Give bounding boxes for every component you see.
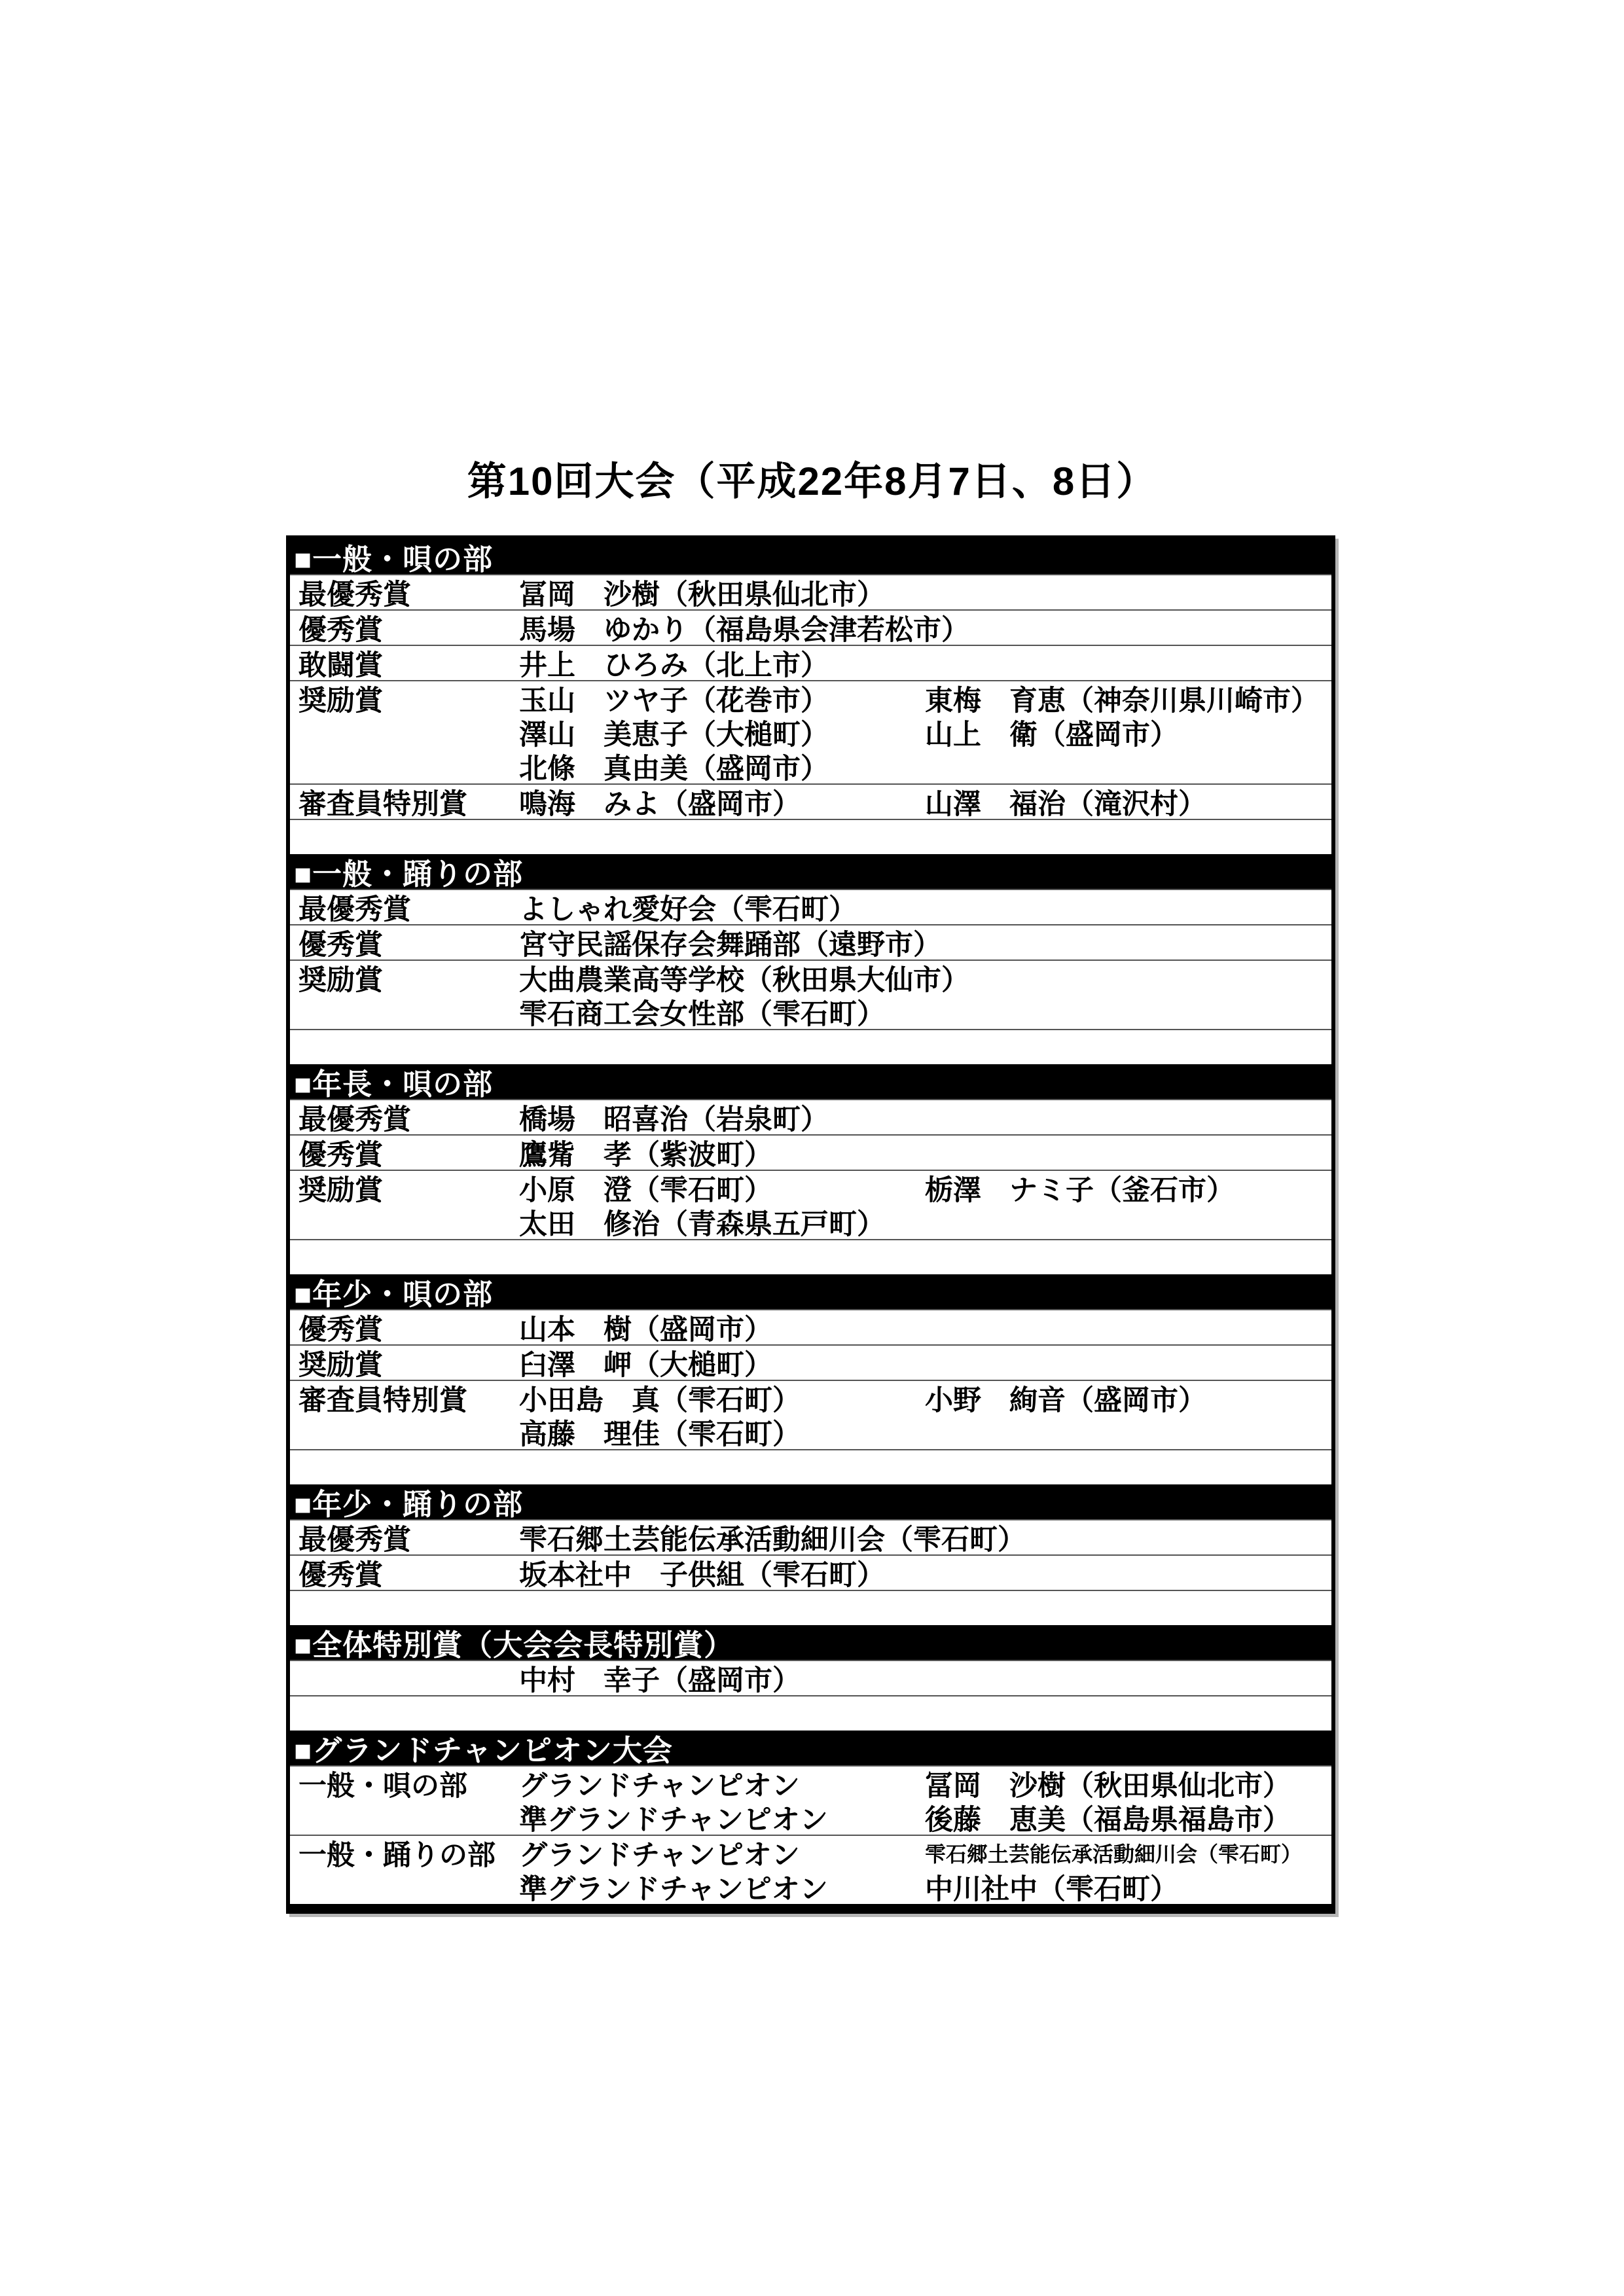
award-row (290, 960, 1331, 1029)
award-label: 優秀賞 (298, 1314, 383, 1346)
winner-primary: 小原 澄（雫石町） (519, 1174, 772, 1206)
award-row (290, 1519, 1331, 1554)
award-label: 一般・唄の部 (298, 1770, 467, 1802)
winner-primary: よしゃれ愛好会（雫石町） (519, 893, 857, 925)
winner-primary: 鳴海 みよ（盛岡市） (519, 788, 801, 820)
award-line (290, 1696, 1331, 1731)
award-line (290, 575, 1331, 609)
award-label: 一般・踊りの部 (298, 1839, 496, 1871)
award-line (290, 1205, 1331, 1239)
winner-primary: 準グランドチャンピオン (519, 1804, 828, 1836)
award-line (290, 1240, 1331, 1274)
award-row (290, 1099, 1331, 1134)
award-row (290, 1380, 1331, 1449)
spacer-row (290, 1590, 1331, 1625)
award-line (290, 681, 1331, 715)
spacer-row (290, 1239, 1331, 1274)
spacer-row (290, 1449, 1331, 1484)
section-5 (290, 1625, 1331, 1731)
award-label: 審査員特別賞 (298, 1384, 467, 1416)
section-header: ■一般・唄の部 (290, 539, 1331, 574)
award-line (290, 646, 1331, 680)
award-label: 優秀賞 (298, 1139, 383, 1171)
results-table (286, 535, 1335, 1914)
award-line (290, 611, 1331, 645)
winner-primary: 馬場 ゆかり（福島県会津若松市） (519, 614, 969, 646)
award-line (290, 1171, 1331, 1205)
winner-secondary: 雫石郷土芸能伝承活動細川会（雫石町） (925, 1842, 1303, 1866)
award-label: 奨励賞 (298, 964, 383, 996)
winner-primary: 鷹觜 孝（紫波町） (519, 1139, 772, 1171)
winner-secondary: 中川社中（雫石町） (925, 1873, 1178, 1905)
award-label: 奨励賞 (298, 1174, 383, 1206)
spacer-row (290, 1029, 1331, 1064)
winner-primary: 玉山 ツヤ子（花巻市） (519, 685, 829, 717)
award-row (290, 1660, 1331, 1695)
winner-primary: 山本 樹（盛岡市） (519, 1314, 772, 1346)
winner-primary: 橋場 昭喜治（岩泉町） (519, 1103, 829, 1136)
award-row (290, 680, 1331, 783)
winner-primary: 中村 幸子（盛岡市） (519, 1664, 801, 1696)
award-line (290, 1450, 1331, 1484)
section-header: ■一般・踊りの部 (290, 854, 1331, 889)
award-line (290, 890, 1331, 924)
spacer-row (290, 1695, 1331, 1731)
award-row (290, 1344, 1331, 1380)
winner-primary: 井上 ひろみ（北上市） (519, 649, 829, 681)
winner-primary: 太田 修治（青森県五戸町） (519, 1208, 885, 1240)
winner-secondary: 冨岡 沙樹（秋田県仙北市） (925, 1770, 1291, 1802)
award-line (290, 1661, 1331, 1695)
award-line (290, 715, 1331, 749)
winner-secondary: 山上 衛（盛岡市） (925, 719, 1178, 751)
winner-secondary: 後藤 恵美（福島県福島市） (925, 1804, 1291, 1836)
award-line (290, 1310, 1331, 1344)
award-line (290, 1801, 1331, 1835)
section-header: ■年長・唄の部 (290, 1064, 1331, 1099)
winner-primary: 小田島 真（雫石町） (519, 1384, 801, 1416)
winner-secondary: 栃澤 ナミ子（釜石市） (925, 1174, 1235, 1206)
section-header: ■年少・踊りの部 (290, 1484, 1331, 1519)
award-row (290, 645, 1331, 680)
award-label: 優秀賞 (298, 1559, 383, 1591)
award-line (290, 1346, 1331, 1380)
section-1 (290, 854, 1331, 1064)
award-row (290, 1554, 1331, 1590)
award-line (290, 1767, 1331, 1801)
award-row (290, 783, 1331, 819)
award-row (290, 574, 1331, 609)
winner-primary: 宮守民謡保存会舞踊部（遠野市） (519, 929, 941, 961)
section-header: ■年少・唄の部 (290, 1274, 1331, 1309)
award-row (290, 1835, 1331, 1904)
award-line (290, 1136, 1331, 1170)
section-3 (290, 1274, 1331, 1484)
winner-primary: 準グランドチャンピオン (519, 1873, 828, 1905)
award-line (290, 1030, 1331, 1064)
award-label: 奨励賞 (298, 1349, 383, 1381)
award-line (290, 1100, 1331, 1134)
award-line (290, 785, 1331, 819)
award-row (290, 609, 1331, 645)
award-label: 最優秀賞 (298, 579, 411, 611)
award-line (290, 820, 1331, 854)
winner-primary: グランドチャンピオン (519, 1839, 800, 1871)
award-line (290, 749, 1331, 783)
award-line (290, 995, 1331, 1029)
award-row (290, 1170, 1331, 1239)
award-row (290, 924, 1331, 960)
spacer-row (290, 819, 1331, 854)
award-label: 最優秀賞 (298, 1103, 411, 1136)
award-label: 優秀賞 (298, 614, 383, 646)
winner-primary: 北條 真由美（盛岡市） (519, 753, 829, 785)
winner-primary: 大曲農業高等学校（秋田県大仙市） (519, 964, 969, 996)
section-header: ■全体特別賞（大会会長特別賞） (290, 1625, 1331, 1660)
winner-primary: 雫石郷土芸能伝承活動細川会（雫石町） (519, 1524, 1026, 1556)
award-line (290, 1415, 1331, 1449)
winner-primary: 坂本社中 子供組（雫石町） (519, 1559, 885, 1591)
award-label: 優秀賞 (298, 929, 383, 961)
section-2 (290, 1064, 1331, 1274)
award-line (290, 1556, 1331, 1590)
page-title: 第10回大会（平成22年8月7日、8日） (467, 459, 1157, 503)
winner-secondary: 小野 絢音（盛岡市） (925, 1384, 1206, 1416)
award-label: 敢闘賞 (298, 649, 383, 681)
section-header: ■グランドチャンピオン大会 (290, 1731, 1331, 1765)
winner-primary: 臼澤 岬（大槌町） (519, 1349, 772, 1381)
winner-secondary: 東梅 育恵（神奈川県川崎市） (925, 685, 1319, 717)
award-line (290, 1520, 1331, 1554)
award-line (290, 1381, 1331, 1415)
winner-secondary: 山澤 福治（滝沢村） (925, 788, 1206, 820)
award-line (290, 1836, 1331, 1870)
section-4 (290, 1484, 1331, 1625)
award-line (290, 1870, 1331, 1904)
award-row (290, 1309, 1331, 1344)
winner-primary: 冨岡 沙樹（秋田県仙北市） (519, 579, 885, 611)
winner-primary: 澤山 美恵子（大槌町） (519, 719, 829, 751)
award-line (290, 925, 1331, 960)
award-label: 奨励賞 (298, 685, 383, 717)
award-label: 審査員特別賞 (298, 788, 467, 820)
award-row (290, 889, 1331, 924)
award-row (290, 1765, 1331, 1835)
award-line (290, 1591, 1331, 1625)
winner-primary: グランドチャンピオン (519, 1770, 800, 1802)
award-label: 最優秀賞 (298, 893, 411, 925)
award-row (290, 1134, 1331, 1170)
award-label: 最優秀賞 (298, 1524, 411, 1556)
winner-primary: 雫石商工会女性部（雫石町） (519, 998, 885, 1030)
section-0 (290, 539, 1331, 854)
section-6 (290, 1731, 1331, 1904)
winner-primary: 高藤 理佳（雫石町） (519, 1418, 801, 1450)
award-line (290, 961, 1331, 995)
